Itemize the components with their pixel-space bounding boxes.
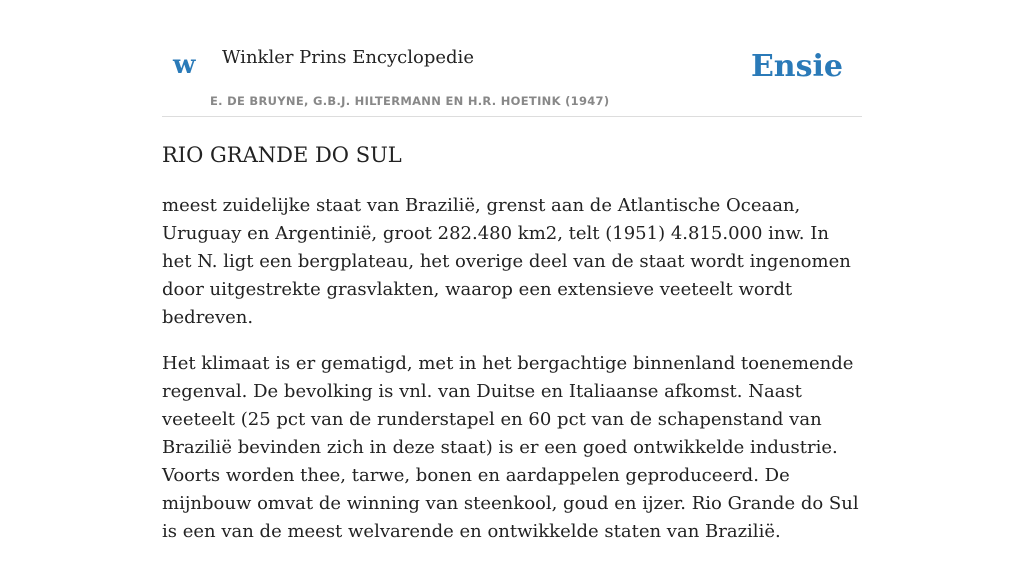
header (162, 0, 862, 117)
ensie-logo[interactable]: Ensie (750, 49, 843, 84)
article-body (162, 192, 862, 564)
article-title: RIO GRANDE DO SUL (162, 143, 402, 167)
encyclopedia-logo[interactable]: w (173, 50, 196, 80)
page-container (162, 0, 862, 542)
authors-line: E. DE BRUYNE, G.B.J. HILTERMANN EN H.R. HOETINK (1947) (210, 94, 610, 108)
paragraph-2: Het klimaat is er gematigd, met in het bergachtige binnenland toenemende regenval. De bevolking is vnl. van Duitse en Italiaanse afkomst. Naast veeteelt (25 pct van de runderstapel en 60 pct van de schapenstand van Brazilië bevinden zich in deze staat) is er een goed ontwikkelde industrie. Voorts worden thee, tarwe, bonen en aardappelen geproduceerd. De mijnbouw omvat de winning van steenkool, goud en ijzer. Rio Grande do Sul is een van de meest welvarende en ontwikkelde staten van Brazilië. (162, 353, 859, 542)
paragraph-1: meest zuidelijke staat van Brazilië, grenst aan de Atlantische Oceaan, Uruguay en Argentinië, groot 282.480 km2, telt (1951) 4.815.000 inw. In het N. ligt een bergplateau, het overige deel van de staat wordt ingenomen door uitgestrekte grasvlakten, waarop een extensieve veeteelt wordt bedreven. (162, 195, 851, 328)
encyclopedia-title[interactable]: Winkler Prins Encyclopedie (222, 47, 474, 68)
